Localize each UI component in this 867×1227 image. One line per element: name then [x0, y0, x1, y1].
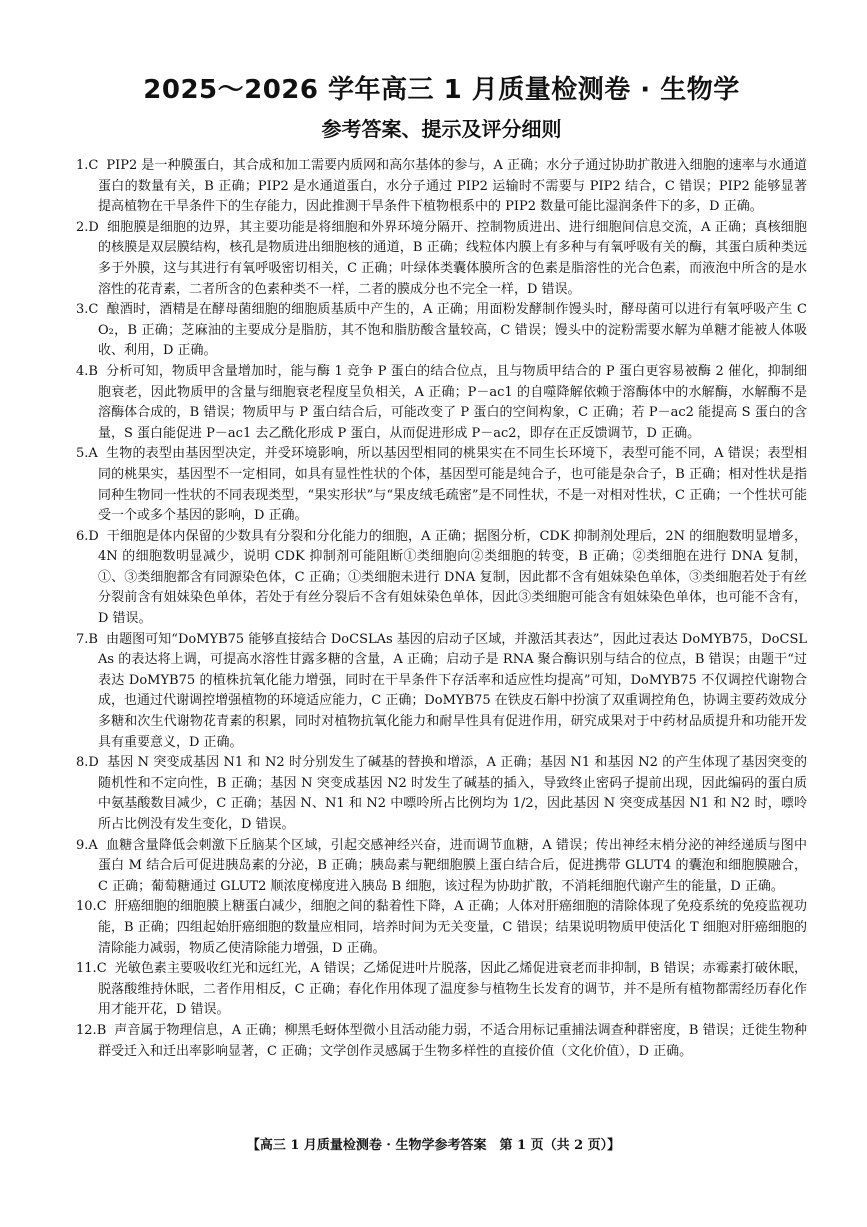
answer-explanation: 酿酒时，酒精是在酵母菌细胞的细胞质基质中产生的，A 正确；用面粉发酵制作馒头时，酵母菌可以进行有氧呼吸产生 CO₂，B 正确；芝麻油的主要成分是脂肪，其不饱和脂肪酸含量较高，C 错误；馒头中的淀粉需要水解为单糖才能被人体吸收、利用，D 正确。: [98, 302, 807, 359]
answer-key: C: [96, 961, 107, 977]
answer-number: 2.: [76, 219, 89, 235]
answer-explanation: 干细胞是体内保留的少数具有分裂和分化能力的细胞，A 正确；据图分析，CDK 抑制剂处理后，2N 的细胞数明显增多，4N 的细胞数明显减少，说明 CDK 抑制剂可能阻断①类细胞向②类细胞的转变，B 正确；②类细胞在进行 DNA 复制，①、③类细胞都含有同源染色体，C 正确；①类细胞未进行 DNA 复制，因此都不含有姐妹染色单体，③类细胞若处于有丝分裂前含有姐妹染色单体，若处于有丝分裂后不含有姐妹染色单体，因此③类细胞可能含有姐妹染色单体，也可能不含有，D 错误。: [98, 528, 807, 627]
answer-number: 4.: [76, 363, 89, 379]
answer-number: 1.: [76, 158, 89, 173]
answer-item-12: [76, 1021, 807, 1062]
answer-key: A: [88, 446, 98, 462]
answer-item-7: [76, 630, 807, 754]
answer-number: 3.: [76, 302, 89, 318]
answer-list: [76, 156, 807, 1062]
answer-number: 12.: [76, 1022, 97, 1038]
answer-explanation: 由题图可知“DoMYB75 能够直接结合 DoCSLAs 基因的启动子区域，并激活其表达”，因此过表达 DoMYB75，DoCSLAs 的表达将上调，可提高水溶性甘露多糖的含量，A 正确；启动子是 RNA 聚合酶识别与结合的位点，B 错误；由题干“过表达 DoMYB75 的植株抗氧化能力增强，同时在干旱条件下存活率和适应性均提高”可知，DoMYB75 不仅调控代谢物合成，也通过代谢调控增强植物的环境适应能力，C 正确；DoMYB75 在铁皮石斛中扮演了双重调控角色，协调主要药效成分多糖和次生代谢物花青素的积累，同时对植物抗氧化能力和耐旱性具有促进作用，研究成果对于中药材品质提升和功能开发具有重要意义，D 正确。: [98, 631, 807, 750]
answer-key: B: [88, 631, 98, 647]
answer-explanation: 血糖含量降低会刺激下丘脑某个区域，引起交感神经兴奋，进而调节血糖，A 错误；传出神经末梢分泌的神经递质与图中蛋白 M 结合后可促进胰岛素的分泌，B 正确；胰岛素与靶细胞膜上蛋白结合后，促进携带 GLUT4 的囊泡和细胞膜融合，C 正确；葡萄糖通过 GLUT2 顺浓度梯度进入胰岛 B 细胞，该过程为协助扩散，不消耗细胞代谢产生的能量，D 正确。: [98, 837, 807, 894]
answer-item-2: [76, 218, 807, 300]
answer-key: B: [96, 1022, 107, 1038]
answer-item-5: [76, 444, 807, 526]
answer-number: 10.: [76, 899, 97, 915]
page-subtitle: 参考答案、提示及评分细则: [321, 117, 562, 141]
answer-item-3: [76, 300, 807, 362]
answer-key: B: [88, 363, 98, 379]
answer-number: 8.: [76, 755, 89, 771]
answer-item-6: [76, 527, 807, 630]
answer-explanation: 基因 N 突变成基因 N1 和 N2 时分别发生了碱基的替换和增添，A 正确；基因 N1 和基因 N2 的产生体现了基因突变的随机性和不定向性，B 正确；基因 N 突变成基因 N2 时发生了碱基的插入，导致终止密码子提前出现，因此编码的蛋白质中氨基酸数目减少，C 正确；基因 N、N1 和 N2 中嘌呤所占比例均为 1/2，因此基因 N 突变成基因 N1 和 N2 时，嘌呤所占比例没有发生变化，D 错误。: [98, 755, 807, 832]
page-footer: 【高三 1 月质量检测卷 · 生物学参考答案 第 1 页（共 2 页）】: [246, 1138, 621, 1153]
answer-explanation: 肝癌细胞的细胞膜上糖蛋白减少，细胞之间的黏着性下降，A 正确；人体对肝癌细胞的清除体现了免疫系统的免疫监视功能，B 正确；四组起始肝癌细胞的数量应相同，培养时间为无关变量，C 错误；结果说明物质甲使活化 T 细胞对肝癌细胞的清除能力减弱，物质乙使清除能力增强，D 正确。: [98, 899, 807, 956]
answer-number: 11.: [76, 961, 97, 977]
answer-key: A: [88, 837, 98, 853]
answer-number: 5.: [76, 446, 89, 462]
answer-explanation: 分析可知，物质甲含量增加时，能与酶 1 竞争 P 蛋白的结合位点，且与物质甲结合的 P 蛋白更容易被酶 2 催化，抑制细胞衰老，因此物质甲的含量与细胞衰老程度呈负相关，A 正确；P－ac1 的自噬降解依赖于溶酶体中的水解酶，水解酶不是溶酶体合成的，B 错误；物质甲与 P 蛋白结合后，可能改变了 P 蛋白的空间构象，C 正确；若 P－ac2 能提高 S 蛋白的含量，S 蛋白能促进 P－ac1 去乙酰化形成 P 蛋白，从而促进形成 P－ac2，即存在正反馈调节，D 正确。: [98, 363, 807, 441]
answer-number: 6.: [76, 528, 89, 544]
answer-key: C: [96, 899, 107, 915]
answer-number: 9.: [76, 837, 89, 853]
answer-explanation: 声音属于物理信息，A 正确；柳黑毛蚜体型微小且活动能力弱，不适合用标记重捕法调查种群密度，B 错误；迁徙生物种群受迁入和迁出率影响显著，C 正确；文学创作灵感属于生物多样性的直接价值（文化价值），D 正确。: [98, 1022, 807, 1059]
page-title: 2025～2026 学年高三 1 月质量检测卷 · 生物学: [143, 75, 740, 105]
answer-key: D: [88, 219, 99, 235]
answer-explanation: PIP2 是一种膜蛋白，其合成和加工需要内质网和高尔基体的参与，A 正确；水分子通过协助扩散进入细胞的速率与水通道蛋白的数量有关，B 正确；PIP2 是水通道蛋白，水分子通过 PIP2 运输时不需要与 PIP2 结合，C 错误；PIP2 能够显著提高植物在干旱条件下的生存能力，因此推测干旱条件下植物根系中的 PIP2 数量可能比湿润条件下的多，D 正确。: [98, 158, 807, 215]
answer-item-4: [76, 362, 807, 444]
answer-key: D: [88, 755, 99, 771]
answer-key: D: [88, 528, 99, 544]
answer-item-8: [76, 753, 807, 835]
answer-item-1: [76, 156, 807, 218]
answer-key: C: [88, 302, 99, 318]
answer-explanation: 细胞膜是细胞的边界，其主要功能是将细胞和外界环境分隔开、控制物质进出、进行细胞间信息交流，A 正确；真核细胞的核膜是双层膜结构，核孔是物质进出细胞核的通道，B 正确；线粒体内膜上有多种与有氧呼吸有关的酶，其蛋白质种类远多于外膜，这与其进行有氧呼吸密切相关，C 正确；叶绿体类囊体膜所含的色素是脂溶性的光合色素，而液泡中所含的是水溶性的花青素，二者所含的色素种类不一样，二者的膜成分也不完全一样，D 错误。: [98, 219, 807, 297]
answer-item-9: [76, 836, 807, 898]
answer-explanation: 光敏色素主要吸收红光和远红光，A 错误；乙烯促进叶片脱落，因此乙烯促进衰老而非抑制，B 错误；赤霉素打破休眠，脱落酸维持休眠，二者作用相反，C 正确；春化作用体现了温度参与植物生长发育的调节，并不是所有植物都需经历春化作用才能开花，D 错误。: [98, 961, 807, 1018]
answer-key: C: [88, 158, 99, 173]
answer-item-10: [76, 897, 807, 959]
answer-number: 7.: [76, 631, 89, 647]
answer-item-11: [76, 959, 807, 1021]
answer-explanation: 生物的表型由基因型决定，并受环境影响，所以基因型相同的桃果实在不同生长环境下，表型可能不同，A 错误；表型相同的桃果实，基因型不一定相同，如具有显性性状的个体，基因型可能是纯合子，也可能是杂合子，B 正确；相对性状是指同种生物同一性状的不同表现类型，“果实形状”与“果皮绒毛疏密”是不同性状，不是一对相对性状，C 正确；一个性状可能受一个或多个基因的影响，D 正确。: [98, 446, 807, 524]
